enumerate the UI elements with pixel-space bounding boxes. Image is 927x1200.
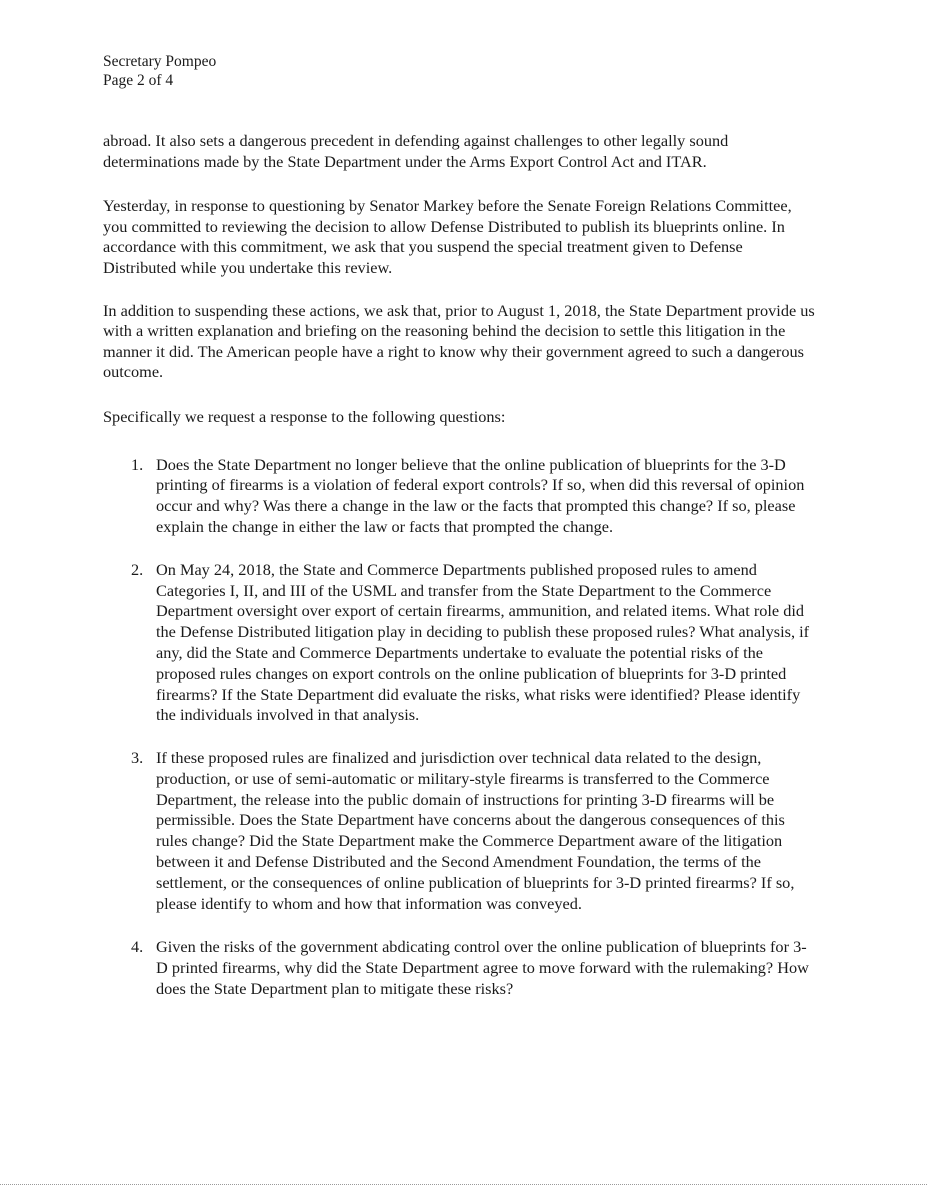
question-item — [103, 937, 815, 999]
question-number: 4. — [131, 937, 144, 957]
question-text: If these proposed rules are finalized and jurisdiction over technical data related to the design, production, or use of semi-automatic or military-style firearms is transferred to the Commerce Department, the release into the public domain of instructions for printing 3-D firearms will be permissible. Does the State Department have concerns about the dangerous consequences of this rules change? Did the State Department make the Commerce Department aware of the litigation between it and Defense Distributed and the Second Amendment Foundation, the terms of the settlement, or the consequences of online publication of blueprints for 3-D printed firearms? If so, please identify to whom and how that information was conveyed. — [156, 748, 795, 913]
scan-footer-rule — [0, 1184, 927, 1185]
paragraph-continuation: abroad. It also sets a dangerous precedent in defending against challenges to other legally sound determinations made by the State Department under the Arms Export Control Act and ITAR. — [103, 131, 729, 171]
letter-header — [103, 52, 815, 90]
paragraph-questions-intro: Specifically we request a response to the following questions: — [103, 406, 506, 426]
question-item — [103, 748, 815, 914]
question-item — [103, 560, 815, 726]
recipient-line: Secretary Pompeo — [103, 53, 217, 70]
paragraph-briefing-request: In addition to suspending these actions, we ask that, prior to August 1, 2018, the State Department provide us with a written explanation and briefing on the reasoning behind the decision to settle this litigation in the manner it did. The American people have a right to know why their government agreed to such a dangerous outcome. — [103, 300, 815, 382]
question-number: 2. — [131, 559, 144, 579]
question-item — [103, 455, 815, 538]
letter-page — [103, 52, 815, 1000]
question-list — [103, 455, 815, 1000]
question-number: 1. — [131, 454, 144, 474]
page-number: Page 2 of 4 — [103, 72, 174, 89]
question-text: On May 24, 2018, the State and Commerce Departments published proposed rules to amend Categories I, II, and III of the USML and transfer from the State Department to the Commerce Department oversight over export of certain firearms, ammunition, and related items. What role did the Defense Distributed litigation play in deciding to publish these proposed rules? What analysis, if any, did the State and Commerce Departments undertake to evaluate the potential risks of the proposed rules changes on export controls on the online publication of blueprints for 3-D printed firearms? If the State Department did evaluate the risks, what risks were identified? Please identify the individuals involved in that analysis. — [156, 559, 810, 725]
question-text: Does the State Department no longer believe that the online publication of blueprints for the 3-D printing of firearms is a violation of federal export controls? If so, when did this reversal of opinion occur and why? Was there a change in the law or the facts that prompted this change? If so, please explain the change in either the law or facts that prompted the change. — [156, 454, 805, 536]
paragraph-review-commitment: Yesterday, in response to questioning by Senator Markey before the Senate Foreign Relations Committee, you committed to reviewing the decision to allow Defense Distributed to publish its blueprints online. In accordance with this commitment, we ask that you suspend the special treatment given to Defense Distributed while you undertake this review. — [103, 196, 792, 277]
question-number: 3. — [131, 748, 144, 768]
question-text: Given the risks of the government abdicating control over the online publication of blueprints for 3-D printed firearms, why did the State Department agree to move forward with the rulemaking? How does the State Department plan to mitigate these risks? — [156, 937, 809, 999]
